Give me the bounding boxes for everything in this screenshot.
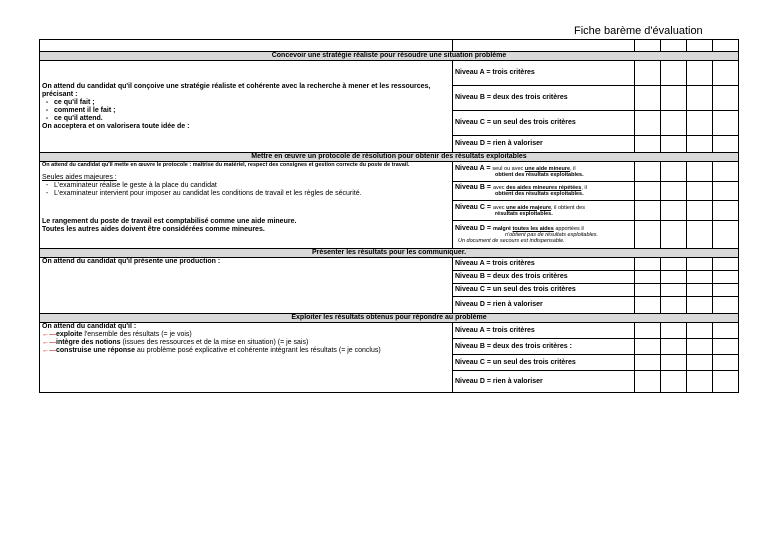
score-cell[interactable] <box>713 182 739 201</box>
header-cell <box>40 40 453 52</box>
score-cell[interactable] <box>661 271 687 284</box>
level-b: Niveau B = avec des aides mineures répétées, il obtient des résultats exploitables. <box>453 182 635 201</box>
desc-outro: On acceptera et on valorisera toute idée de : <box>42 122 190 130</box>
score-cell[interactable] <box>635 371 661 393</box>
criteria-description: On attend du candidat qu'il présente une production : <box>40 258 453 314</box>
score-cell[interactable] <box>635 339 661 355</box>
score-cell[interactable] <box>661 162 687 182</box>
score-cell[interactable] <box>687 258 713 271</box>
page-title: Fiche barème d'évaluation <box>574 25 703 37</box>
score-cell[interactable] <box>687 284 713 297</box>
score-cell[interactable] <box>713 111 739 136</box>
score-cell[interactable] <box>635 221 661 249</box>
score-cell[interactable] <box>635 297 661 314</box>
score-cell[interactable] <box>635 40 661 52</box>
score-cell[interactable] <box>661 258 687 271</box>
score-cell[interactable] <box>635 162 661 182</box>
list-item: ←—intègre des notions (issues des ressources et de la mise en situation) (= je sais) <box>42 339 309 346</box>
score-cell[interactable] <box>661 371 687 393</box>
section-heading: Exploiter les résultats obtenus pour répondre au problème <box>40 314 739 323</box>
score-cell[interactable] <box>635 86 661 111</box>
level-b: Niveau B = deux des trois critères <box>453 271 635 284</box>
score-cell[interactable] <box>635 61 661 86</box>
score-cell[interactable] <box>635 258 661 271</box>
score-cell[interactable] <box>661 61 687 86</box>
score-cell[interactable] <box>713 221 739 249</box>
score-cell[interactable] <box>687 182 713 201</box>
score-cell[interactable] <box>713 323 739 339</box>
list-item: - comment il le fait ; <box>42 106 116 114</box>
score-cell[interactable] <box>635 271 661 284</box>
criteria-description <box>40 323 453 393</box>
level-d: Niveau D = rien à valoriser <box>453 136 635 153</box>
level-b: Niveau B = deux des trois critères : <box>453 339 635 355</box>
score-cell[interactable] <box>687 111 713 136</box>
score-cell[interactable] <box>661 40 687 52</box>
score-cell[interactable] <box>661 355 687 371</box>
score-cell[interactable] <box>635 182 661 201</box>
score-cell[interactable] <box>661 136 687 153</box>
score-cell[interactable] <box>713 355 739 371</box>
section-heading: Mettre en œuvre un protocole de résolution pour obtenir des résultats exploitables <box>40 153 739 162</box>
score-cell[interactable] <box>687 297 713 314</box>
criteria-description <box>40 162 453 249</box>
score-cell[interactable] <box>687 136 713 153</box>
score-cell[interactable] <box>635 284 661 297</box>
level-a: Niveau A = seul ou avec une aide mineure, il obtient des résultats exploitables. <box>453 162 635 182</box>
score-cell[interactable] <box>713 162 739 182</box>
score-cell[interactable] <box>661 201 687 221</box>
level-c: Niveau C = un seul des trois critères <box>453 355 635 371</box>
header-cell <box>453 40 635 52</box>
list-item: - ce qu'il fait ; <box>42 98 95 106</box>
desc-intro: On attend du candidat qu'il : <box>42 323 137 330</box>
level-b: Niveau B = deux des trois critères <box>453 86 635 111</box>
score-cell[interactable] <box>661 284 687 297</box>
evaluation-grid <box>39 39 739 393</box>
score-cell[interactable] <box>713 61 739 86</box>
score-cell[interactable] <box>661 182 687 201</box>
score-cell[interactable] <box>687 162 713 182</box>
score-cell[interactable] <box>661 323 687 339</box>
level-c: Niveau C = un seul des trois critères <box>453 111 635 136</box>
level-d: Niveau D = malgré toutes les aides apportées il n'obtient pas de résultats exploitables. Un document de secours est indispensable. <box>453 221 635 249</box>
desc-intro: On attend du candidat qu'il conçoive une stratégie réaliste et cohérente avec la recherche à mener et les ressources, précisant : <box>42 82 431 98</box>
list-item: - L'examinateur réalise le geste à la place du candidat <box>42 182 217 189</box>
score-cell[interactable] <box>687 371 713 393</box>
score-cell[interactable] <box>661 86 687 111</box>
level-d: Niveau D = rien à valoriser <box>453 371 635 393</box>
desc-outro: Toutes les autres aides doivent être considérées comme mineures. <box>42 226 265 233</box>
list-item: - L'examinateur intervient pour imposer au candidat les conditions de travail et les règles de sécurité. <box>42 190 362 197</box>
score-cell[interactable] <box>687 323 713 339</box>
level-c: Niveau C = un seul des trois critères <box>453 284 635 297</box>
score-cell[interactable] <box>687 355 713 371</box>
score-cell[interactable] <box>713 339 739 355</box>
list-item: ←—construise une réponse au problème posé explicative et cohérente intégrant les résultats (= je conclus) <box>42 347 381 354</box>
score-cell[interactable] <box>713 136 739 153</box>
score-cell[interactable] <box>687 339 713 355</box>
score-cell[interactable] <box>713 297 739 314</box>
score-cell[interactable] <box>661 297 687 314</box>
list-item: - ce qu'il attend. <box>42 114 103 122</box>
desc-intro: On attend du candidat qu'il mette en œuvre le protocole : maîtrise du matériel, respect des consignes et gestion correcte du poste de travail. <box>42 162 410 168</box>
level-a: Niveau A = trois critères <box>453 258 635 271</box>
score-cell[interactable] <box>687 271 713 284</box>
section-heading: Concevoir une stratégie réaliste pour résoudre une situation problème <box>40 52 739 61</box>
desc-outro: Le rangement du poste de travail est comptabilisé comme une aide mineure. <box>42 218 297 225</box>
score-cell[interactable] <box>713 86 739 111</box>
score-cell[interactable] <box>713 371 739 393</box>
score-cell[interactable] <box>713 258 739 271</box>
level-a: Niveau A = trois critères <box>453 61 635 86</box>
section-heading: Présenter les résultats pour les communiquer. <box>40 249 739 258</box>
score-cell[interactable] <box>635 111 661 136</box>
score-cell[interactable] <box>687 201 713 221</box>
score-cell[interactable] <box>713 284 739 297</box>
criteria-description <box>40 61 453 153</box>
desc-subheading: Seules aides majeures : <box>42 174 117 181</box>
level-c: Niveau C = avec une aide majeure, il obtient des résultats exploitables. <box>453 201 635 221</box>
score-cell[interactable] <box>713 40 739 52</box>
score-cell[interactable] <box>713 271 739 284</box>
score-cell[interactable] <box>687 61 713 86</box>
score-cell[interactable] <box>635 136 661 153</box>
score-cell[interactable] <box>713 201 739 221</box>
score-cell[interactable] <box>635 355 661 371</box>
score-cell[interactable] <box>635 323 661 339</box>
level-d: Niveau D = rien à valoriser <box>453 297 635 314</box>
score-cell[interactable] <box>661 221 687 249</box>
score-cell[interactable] <box>661 339 687 355</box>
score-cell[interactable] <box>687 221 713 249</box>
score-cell[interactable] <box>687 86 713 111</box>
score-cell[interactable] <box>661 111 687 136</box>
score-cell[interactable] <box>635 201 661 221</box>
level-a: Niveau A = trois critères <box>453 323 635 339</box>
score-cell[interactable] <box>687 40 713 52</box>
list-item: ←—exploite l'ensemble des résultats (= je vois) <box>42 331 192 338</box>
